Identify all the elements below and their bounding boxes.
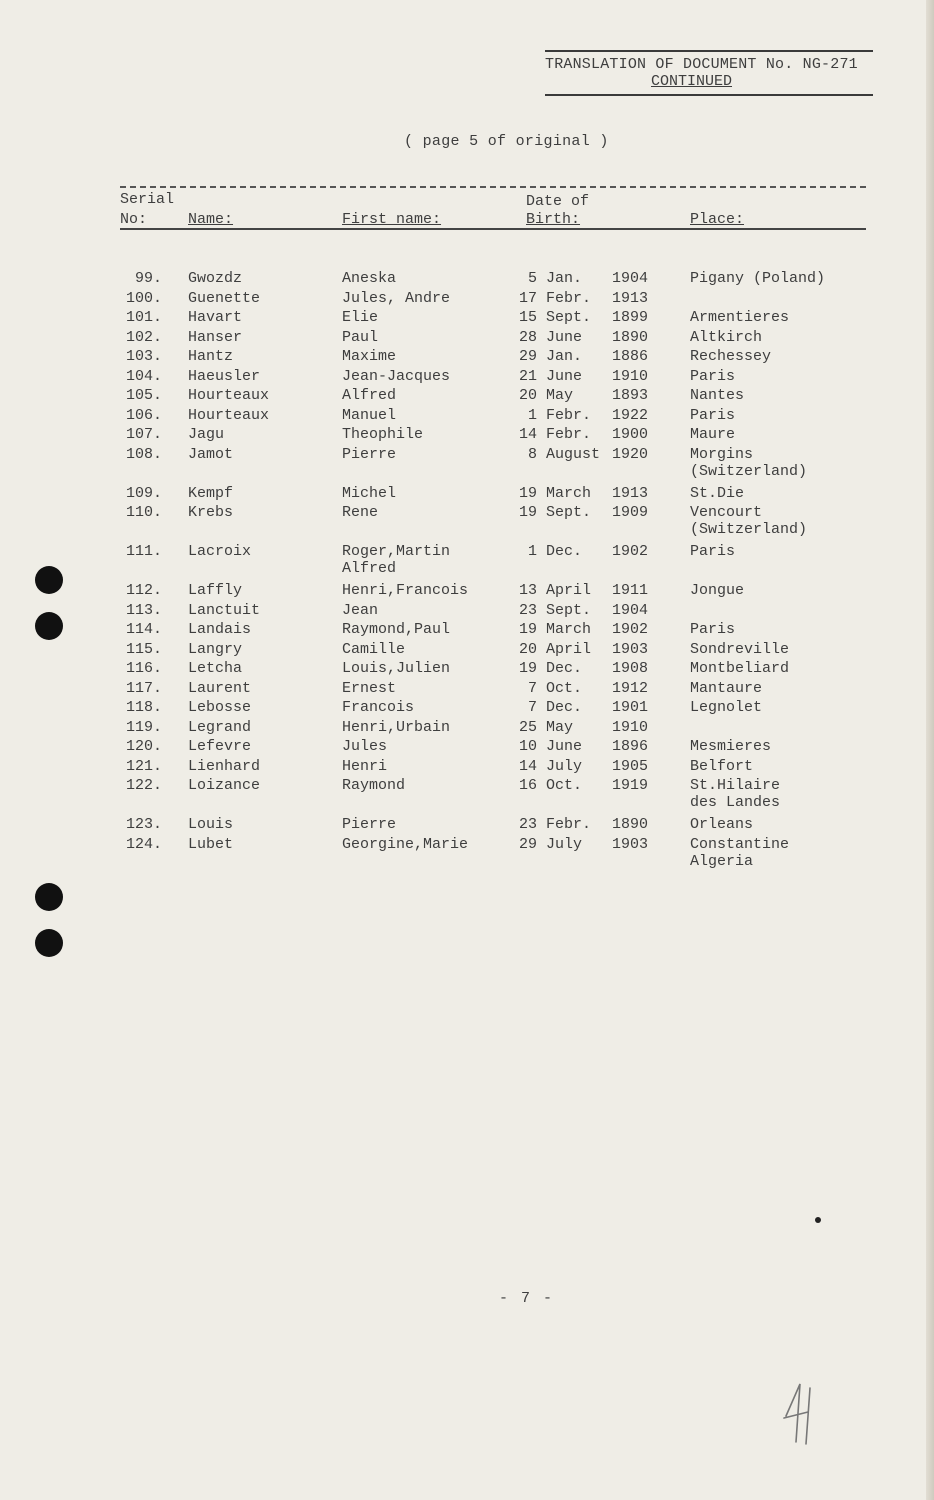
birth-day-cell: 5: [527, 270, 537, 287]
serial-cell: 110.: [125, 504, 162, 521]
table-row: [120, 582, 866, 602]
birth-year-cell: 1913: [612, 289, 649, 307]
first-name-cell: Jules: [342, 738, 388, 755]
punch-hole: [35, 883, 63, 911]
birth-month-cell: Sept.: [546, 601, 592, 619]
table-row: [120, 836, 866, 875]
table-body: [120, 270, 866, 875]
place-cell: Sondreville: [690, 640, 790, 658]
birth-month-cell: Oct.: [546, 679, 583, 697]
place-cell: Mesmieres: [690, 738, 772, 755]
serial-cell: 121.: [125, 757, 162, 775]
first-name-cell: Camille: [342, 640, 406, 658]
first-name-cell: Raymond: [342, 777, 406, 794]
birth-month-cell: Jan.: [546, 270, 583, 287]
document-title: TRANSLATION OF DOCUMENT No. NG-271: [545, 56, 858, 73]
birth-month-cell: May: [546, 718, 574, 736]
birth-year-cell: 1913: [612, 484, 649, 502]
name-cell: Krebs: [188, 504, 234, 521]
name-cell: Langry: [188, 640, 243, 658]
col-first-name-label: First name:: [342, 211, 442, 228]
first-name-cell: [342, 543, 450, 577]
birth-day-cell: 19: [518, 660, 537, 677]
name-cell: Gwozdz: [188, 270, 243, 287]
table-row: [120, 407, 866, 427]
birth-day-cell: 19: [518, 504, 537, 521]
place-line-1: Morgins: [690, 445, 754, 463]
birth-day-cell: 23: [518, 601, 537, 619]
birth-year-cell: 1908: [612, 660, 649, 677]
birth-day-cell: 1: [527, 543, 537, 560]
name-cell: Lienhard: [188, 757, 261, 775]
place-line-2: des Landes: [690, 794, 781, 811]
place-line-1: Constantine: [690, 835, 790, 853]
birth-month-cell: Dec.: [546, 660, 583, 677]
table-row: [120, 270, 866, 290]
name-cell: Jamot: [188, 445, 234, 463]
col-name-label: Name:: [188, 211, 234, 228]
serial-cell: 115.: [125, 640, 162, 658]
table-row: [120, 368, 866, 388]
serial-cell: 108.: [125, 445, 162, 463]
birth-year-cell: 1912: [612, 679, 649, 697]
place-cell: Pigany (Poland): [690, 270, 826, 287]
table-row: [120, 485, 866, 505]
first-name-cell: Francois: [342, 699, 415, 716]
birth-year-cell: 1910: [612, 718, 649, 736]
place-line-2: (Switzerland): [690, 521, 808, 538]
table-row: [120, 348, 866, 368]
name-cell: Havart: [188, 309, 243, 326]
birth-month-cell: August: [546, 445, 601, 463]
serial-cell: 101.: [125, 309, 162, 326]
document-continued-label: CONTINUED: [651, 73, 733, 90]
birth-day-cell: 29: [518, 835, 537, 853]
first-name-cell: Paul: [342, 328, 379, 346]
birth-day-cell: 7: [527, 679, 537, 697]
birth-month-cell: Febr.: [546, 406, 592, 424]
birth-month-cell: Sept.: [546, 504, 592, 521]
punch-hole: [35, 929, 63, 957]
birth-year-cell: 1922: [612, 406, 649, 424]
first-name-cell: Rene: [342, 504, 379, 521]
birth-month-cell: May: [546, 387, 574, 404]
col-dob-label-2: Birth:: [526, 211, 581, 228]
first-name-cell: Jean: [342, 601, 379, 619]
serial-cell: 119.: [125, 718, 162, 736]
first-name-cell: Louis,Julien: [342, 660, 451, 677]
name-cell: Landais: [188, 621, 252, 638]
birth-year-cell: 1909: [612, 504, 649, 521]
table-row: [120, 660, 866, 680]
place-cell: Altkirch: [690, 328, 763, 346]
birth-year-cell: 1902: [612, 621, 649, 638]
place-line-2: Algeria: [690, 852, 754, 870]
birth-year-cell: 1893: [612, 387, 649, 404]
name-cell: Letcha: [188, 660, 243, 677]
birth-day-cell: 20: [518, 387, 537, 404]
place-cell: Orleans: [690, 816, 754, 833]
birth-month-cell: April: [546, 582, 592, 599]
table-header-rule: [120, 228, 866, 230]
birth-year-cell: 1905: [612, 757, 649, 775]
first-name-line-1: Roger,Martin: [342, 543, 451, 560]
place-cell: Paris: [690, 367, 736, 385]
page-edge: [926, 0, 934, 1500]
place-cell: Montbeliard: [690, 660, 790, 677]
first-name-cell: Michel: [342, 484, 397, 502]
table-row: [120, 816, 866, 836]
name-cell: Legrand: [188, 718, 252, 736]
document-header: [545, 50, 875, 96]
serial-cell: 120.: [125, 738, 162, 755]
name-cell: Lacroix: [188, 543, 252, 560]
birth-day-cell: 14: [518, 426, 537, 443]
birth-year-cell: 1896: [612, 738, 649, 755]
place-cell: Legnolet: [690, 699, 763, 716]
birth-day-cell: 17: [518, 289, 537, 307]
ink-speck: [815, 1217, 821, 1223]
serial-cell: 118.: [125, 699, 162, 716]
name-cell: Haeusler: [188, 367, 261, 385]
first-name-cell: Henri,Francois: [342, 582, 469, 599]
place-line-1: Vencourt: [690, 504, 763, 521]
birth-month-cell: Febr.: [546, 426, 592, 443]
table-row: [120, 641, 866, 661]
name-cell: Lefevre: [188, 738, 252, 755]
table-row: [120, 719, 866, 739]
serial-cell: 102.: [125, 328, 162, 346]
birth-day-cell: 7: [527, 699, 537, 716]
table-row: [120, 699, 866, 719]
first-name-cell: Ernest: [342, 679, 397, 697]
serial-cell: 103.: [125, 348, 162, 365]
birth-day-cell: 23: [518, 816, 537, 833]
place-cell: [690, 777, 780, 811]
serial-cell: 100.: [125, 289, 162, 307]
birth-month-cell: Dec.: [546, 543, 583, 560]
first-name-cell: Elie: [342, 309, 379, 326]
punch-hole: [35, 612, 63, 640]
birth-month-cell: June: [546, 328, 583, 346]
first-name-cell: Pierre: [342, 816, 397, 833]
place-cell: St.Die: [690, 484, 745, 502]
birth-year-cell: 1899: [612, 309, 649, 326]
table-row: [120, 602, 866, 622]
place-cell: [690, 504, 807, 538]
place-line-2: (Switzerland): [690, 462, 808, 480]
birth-month-cell: Oct.: [546, 777, 583, 794]
header-bottom-rule: [545, 94, 873, 96]
place-cell: Paris: [690, 543, 736, 560]
table-row: [120, 504, 866, 543]
serial-cell: 107.: [125, 426, 162, 443]
first-name-cell: Jean-Jacques: [342, 367, 451, 385]
birth-day-cell: 29: [518, 348, 537, 365]
place-cell: Rechessey: [690, 348, 772, 365]
birth-year-cell: 1919: [612, 777, 649, 794]
first-name-cell: Pierre: [342, 445, 397, 463]
first-name-cell: Theophile: [342, 426, 424, 443]
birth-year-cell: 1920: [612, 445, 649, 463]
first-name-cell: Jules, Andre: [342, 289, 451, 307]
birth-year-cell: 1903: [612, 835, 649, 853]
handwritten-number: [780, 1380, 820, 1450]
name-cell: Lebosse: [188, 699, 252, 716]
serial-cell: 109.: [125, 484, 162, 502]
birth-year-cell: 1900: [612, 426, 649, 443]
birth-month-cell: Sept.: [546, 309, 592, 326]
serial-cell: 122.: [125, 777, 162, 794]
serial-cell: 113.: [125, 601, 162, 619]
name-cell: Hourteaux: [188, 406, 270, 424]
page-note: ( page 5 of original ): [404, 133, 609, 150]
first-name-cell: Henri,Urbain: [342, 718, 451, 736]
name-cell: Louis: [188, 816, 234, 833]
table-row: [120, 446, 866, 485]
serial-cell: 116.: [125, 660, 162, 677]
col-dob-label: Date of: [526, 193, 590, 210]
birth-year-cell: 1904: [612, 601, 649, 619]
birth-month-cell: Jan.: [546, 348, 583, 365]
col-place-label: Place:: [690, 211, 745, 228]
serial-cell: 114.: [125, 621, 162, 638]
serial-cell: 123.: [125, 816, 162, 833]
first-name-line-2: Alfred: [342, 560, 397, 577]
name-cell: Laffly: [188, 582, 243, 599]
serial-cell: 112.: [125, 582, 162, 599]
first-name-cell: Manuel: [342, 406, 397, 424]
serial-cell: 111.: [125, 543, 162, 560]
name-cell: Hourteaux: [188, 387, 270, 404]
first-name-cell: Georgine,Marie: [342, 835, 469, 853]
name-cell: Kempf: [188, 484, 234, 502]
name-cell: Hanser: [188, 328, 243, 346]
birth-day-cell: 28: [518, 328, 537, 346]
birth-day-cell: 14: [518, 757, 537, 775]
name-cell: Lubet: [188, 835, 234, 853]
personnel-table: [120, 186, 866, 875]
serial-cell: 105.: [125, 387, 162, 404]
birth-day-cell: 16: [518, 777, 537, 794]
table-header: [120, 188, 866, 228]
header-top-rule: [545, 50, 873, 52]
name-cell: Guenette: [188, 289, 261, 307]
serial-cell: 99.: [134, 270, 162, 287]
birth-month-cell: June: [546, 738, 583, 755]
birth-day-cell: 20: [518, 640, 537, 658]
table-row: [120, 543, 866, 582]
name-cell: Hantz: [188, 348, 234, 365]
birth-month-cell: Febr.: [546, 816, 592, 833]
place-line-1: St.Hilaire: [690, 777, 781, 794]
place-cell: Mantaure: [690, 679, 763, 697]
first-name-cell: Raymond,Paul: [342, 621, 451, 638]
name-cell: Laurent: [188, 679, 252, 697]
place-cell: Paris: [690, 406, 736, 424]
first-name-cell: Aneska: [342, 270, 397, 287]
serial-cell: 117.: [125, 679, 162, 697]
place-cell: [690, 446, 807, 480]
place-cell: Jongue: [690, 582, 745, 599]
table-row: [120, 758, 866, 778]
birth-day-cell: 19: [518, 484, 537, 502]
place-cell: Nantes: [690, 387, 745, 404]
birth-year-cell: 1886: [612, 348, 649, 365]
first-name-cell: Maxime: [342, 348, 397, 365]
serial-cell: 106.: [125, 406, 162, 424]
birth-month-cell: July: [546, 757, 583, 775]
birth-day-cell: 15: [518, 309, 537, 326]
birth-year-cell: 1890: [612, 328, 649, 346]
first-name-cell: Henri: [342, 757, 388, 775]
birth-day-cell: 10: [518, 738, 537, 755]
birth-month-cell: July: [546, 835, 583, 853]
place-cell: Belfort: [690, 757, 754, 775]
birth-year-cell: 1902: [612, 543, 649, 560]
table-row: [120, 426, 866, 446]
birth-day-cell: 13: [518, 582, 537, 599]
table-row: [120, 309, 866, 329]
punch-hole: [35, 566, 63, 594]
table-row: [120, 738, 866, 758]
birth-month-cell: March: [546, 621, 592, 638]
birth-day-cell: 1: [527, 406, 537, 424]
table-row: [120, 329, 866, 349]
table-row: [120, 387, 866, 407]
place-cell: Paris: [690, 621, 736, 638]
place-cell: [690, 836, 789, 870]
place-cell: Maure: [690, 426, 736, 443]
birth-month-cell: April: [546, 640, 592, 658]
serial-cell: 124.: [125, 835, 162, 853]
serial-cell: 104.: [125, 367, 162, 385]
birth-month-cell: Febr.: [546, 289, 592, 307]
birth-month-cell: Dec.: [546, 699, 583, 716]
birth-year-cell: 1903: [612, 640, 649, 658]
birth-year-cell: 1911: [612, 582, 649, 599]
table-row: [120, 680, 866, 700]
birth-day-cell: 19: [518, 621, 537, 638]
col-serial-label: Serial: [120, 191, 175, 208]
birth-year-cell: 1890: [612, 816, 649, 833]
name-cell: Jagu: [188, 426, 225, 443]
col-serial-label-2: No:: [120, 211, 148, 228]
table-row: [120, 621, 866, 641]
place-cell: Armentieres: [690, 309, 790, 326]
birth-month-cell: March: [546, 484, 592, 502]
table-row: [120, 290, 866, 310]
birth-day-cell: 25: [518, 718, 537, 736]
birth-year-cell: 1901: [612, 699, 649, 716]
name-cell: Lanctuit: [188, 601, 261, 619]
birth-month-cell: June: [546, 367, 583, 385]
birth-year-cell: 1910: [612, 367, 649, 385]
birth-year-cell: 1904: [612, 270, 649, 287]
name-cell: Loizance: [188, 777, 261, 794]
first-name-cell: Alfred: [342, 387, 397, 404]
birth-day-cell: 21: [518, 367, 537, 385]
page-number: - 7 -: [499, 1290, 555, 1307]
birth-day-cell: 8: [527, 445, 537, 463]
table-row: [120, 777, 866, 816]
